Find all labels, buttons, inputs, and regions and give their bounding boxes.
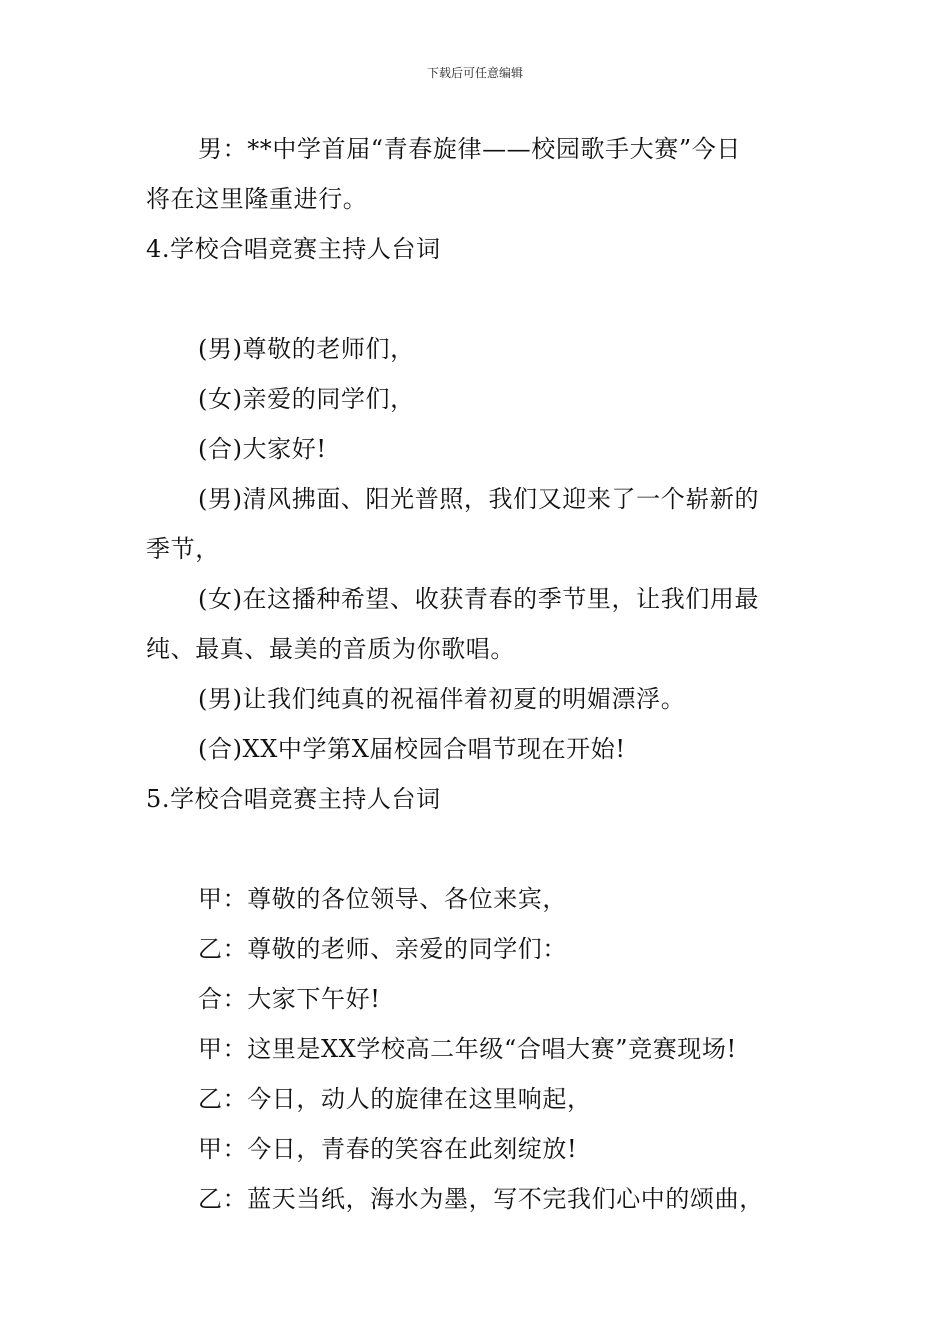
paragraph-line: 男：**中学首届“青春旋律——校园歌手大赛”今日 <box>198 135 741 163</box>
paragraph-line: (女)亲爱的同学们， <box>198 385 415 413</box>
section-heading: 5.学校合唱竞赛主持人台词 <box>146 785 441 813</box>
page-header: 下载后可任意编辑 <box>426 66 523 80</box>
blank-line <box>146 824 814 874</box>
paragraph-line: 纯、最真、最美的音质为你歌唱。 <box>146 635 515 663</box>
paragraph-line: 甲：今日，青春的笑容在此刻绽放! <box>198 1135 578 1163</box>
paragraph-line: (合)XX中学第X届校园合唱节现在开始! <box>198 735 626 763</box>
paragraph-line: 乙：今日，动人的旋律在这里响起， <box>198 1085 592 1113</box>
section-heading: 4.学校合唱竞赛主持人台词 <box>146 235 441 263</box>
paragraph-line: (合)大家好! <box>198 435 327 463</box>
blank-line <box>146 274 814 324</box>
paragraph-line: (男)尊敬的老师们， <box>198 335 415 363</box>
paragraph-line: (男)清风拂面、阳光普照，我们又迎来了一个崭新的 <box>198 485 760 513</box>
paragraph-line: 乙：尊敬的老师、亲爱的同学们： <box>198 935 567 963</box>
paragraph-line: 将在这里隆重进行。 <box>146 185 368 213</box>
paragraph-line: (男)让我们纯真的祝福伴着初夏的明媚漂浮。 <box>198 685 686 713</box>
paragraph-line: 甲：这里是XX学校高二年级“合唱大赛”竞赛现场! <box>198 1035 737 1063</box>
document-body <box>146 124 814 1224</box>
paragraph-line: 合：大家下午好! <box>198 985 381 1013</box>
paragraph-line: 乙：蓝天当纸，海水为墨，写不完我们心中的颂曲， <box>198 1185 764 1213</box>
paragraph-line: (女)在这播种希望、收获青春的季节里，让我们用最 <box>198 585 760 613</box>
paragraph-line: 甲：尊敬的各位领导、各位来宾， <box>198 885 567 913</box>
paragraph-line: 季节， <box>146 535 220 563</box>
